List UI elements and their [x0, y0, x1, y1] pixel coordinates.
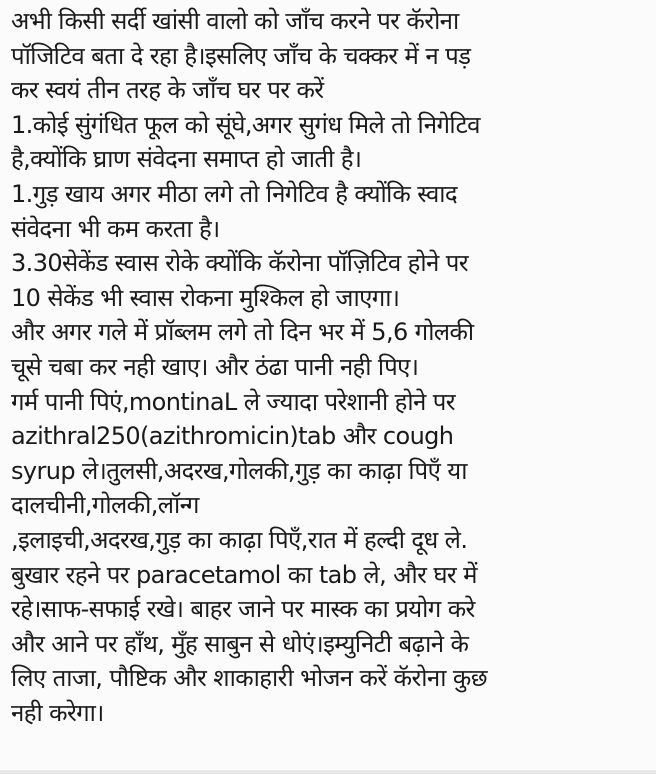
- text-line: पॉजिटिव बता दे रहा है।इसलिए जाँच के चक्कर में न पड़: [11, 41, 471, 70]
- bottom-border: [0, 770, 656, 774]
- text-line: कर स्वयं तीन तरह के जाँच घर पर करें: [11, 76, 324, 105]
- text-line: चूसे चबा कर नही खाए। और ठंढा पानी नही पिए।: [11, 352, 419, 381]
- body-text: [11, 4, 651, 730]
- text-line: है,क्योंकि घ्राण संवेदना समाप्त हो जाती है।: [11, 145, 362, 174]
- text-line: azithral250(azithromicin)tab और cough: [11, 422, 454, 451]
- text-line: दालचीनी,गोलकी,लॉन्ग: [11, 491, 199, 520]
- text-line: और अगर गले में प्रॉब्लम लगे तो दिन भर में 5,6 गोलकी: [11, 318, 474, 347]
- text-line: 3.30सेकेंड स्वास रोके क्योंकि कॅरोना पॉज़िटिव होने पर: [11, 249, 468, 278]
- text-line: 10 सेकेंड भी स्वास रोकना मुश्किल हो जाएगा।: [11, 283, 400, 312]
- text-line: संवेदना भी कम करता है।: [11, 214, 220, 243]
- text-line: syrup ले।तुलसी,अदरख,गोलकी,गुड़ का काढ़ा पिएँ या: [11, 456, 467, 485]
- text-line: और आने पर हाँथ, मुँह साबुन से धोएं।इम्युनिटी बढ़ाने के: [11, 629, 469, 658]
- text-line: 1.कोई सुंगंधित फूल को सूंघे,अगर सुगंध मिले तो निगेटिव: [11, 110, 480, 139]
- text-line: नही करेगा।: [11, 698, 104, 727]
- text-line: गर्म पानी पिएं,montinaL ले ज्यादा परेशानी होने पर: [11, 387, 455, 416]
- text-line: लिए ताजा, पौष्टिक और शाकाहारी भोजन करें कॅरोना कुछ: [11, 664, 487, 693]
- text-line: अभी किसी सर्दी खांसी वालो को जाँच करने पर कॅरोना: [11, 7, 459, 35]
- text-line: बुखार रहने पर paracetamol का tab ले, और घर में: [11, 560, 477, 589]
- text-line: रहे।साफ-सफाई रखे। बाहर जाने पर मास्क का प्रयोग करे: [11, 595, 475, 624]
- text-line: ,इलाइची,अदरख,गुड़ का काढ़ा पिएँ,रात में हल्दी दूध ले.: [11, 525, 468, 554]
- text-line: 1.गुड़ खाय अगर मीठा लगे तो निगेटिव है क्योंकि स्वाद: [11, 179, 458, 208]
